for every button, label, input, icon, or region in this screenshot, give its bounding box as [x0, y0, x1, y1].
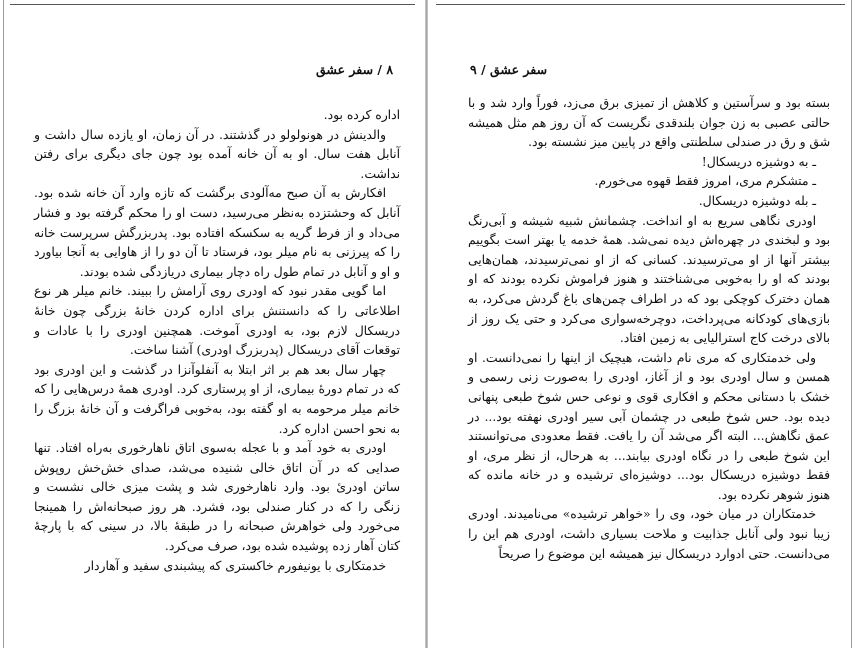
- dialogue-line: ـ بله دوشیزه دریسکال.: [698, 193, 816, 208]
- top-rule: [10, 4, 415, 5]
- paragraph: بسته بود و سرآستین و کلاهش از تمیزی برق می‌زد، فوراً وارد شد و با حالتی عصبی به زن جوان بلندقدی نگریست که آن روز هم مثل همیشه شق و رق در صندلی سلطنتی واقع در پایین میز نشسته بود.: [468, 96, 830, 150]
- paragraph: والدینش در هونولولو در گذشتند. در آن زمان، او یازده سال داشت و آنابل هفت سال. او به آن خانه آمده بود چون جای دیگری برای رفتن نداشت.: [34, 127, 400, 181]
- page-edge-line: [851, 0, 852, 648]
- paragraph: اودری به خود آمد و با عجله به‌سوی اتاق ناهارخوری به‌راه افتاد. تنها صدایی که در آن اتاق خالی شنیده می‌شد، صدای خش‌خش روپوش ساتن اودریٔ بود. وارد ناهارخوری شد و پشت میزی خالی نشست و زنگی را که در کنار صندلی بود، فشرد. هر روز صبحانه‌اش را همینجا می‌خورد ولی خواهرش صبحانه را در طبقهٔ بالا، در سینی که با پارچهٔ کتان آهار زده پوشیده شده بود، صرف می‌کرد.: [34, 441, 400, 554]
- paragraph: خدمتکاران در میان خود، وی را «خواهر ترشیده» می‌نامیدند. اودری زیبا نبود ولی آنابل جذابیت و ملاحت بسیاری داشت، اودری هم این را می‌دانست. حتی ادوارد دریسکال نیز همیشه این موضوع را صریحاً: [468, 507, 830, 561]
- page-body: [468, 94, 830, 564]
- page-header: سفر عشق / ۹: [470, 62, 548, 77]
- dialogue-line: ـ متشکرم مری، امروز فقط قهوه می‌خورم.: [594, 174, 816, 189]
- page-body: [34, 106, 400, 576]
- paragraph: خدمتکاری با یونیفورم خاکستری که پیشبندی سفید و آهاردار: [84, 558, 386, 573]
- paragraph: چهار سال بعد هم بر اثر ابتلا به آنفلوآنزا در گذشت و این اودری بود که در تمام دورهٔ بیماری، از او پرستاری کرد. اودری همهٔ درس‌هایی را که خانم میلر مرحومه به او گفته بود، به‌خوبی فراگرفت و آن خانهٔ بزرگ را به نحو احسن اداره کرد.: [34, 362, 400, 436]
- paragraph: ولی خدمتکاری که مری نام داشت، هیچیک از اینها را نمی‌دانست. او همسن و سال اودری بود و از آغاز، اودری را به‌صورت زنی رسمی و خشک با دستانی محکم و افکاری قوی و نوعی حس شوخ طبعی پنهانی دیده بود. حس شوخ طبعی در چشمان آبی سیر اودری نهفته بود... در عمق نگاهش... البته اگر می‌شد آن را یافت. فقط معدودی می‌توانستند این شوخ طبعی را در نگاه اودری بیابند... به هرحال، از نظر مری، او فقط دوشیزه دریسکال بود... دوشیزه‌ای ترشیده و در خانه مانده که هنوز شوهر نکرده بود.: [468, 350, 830, 502]
- paragraph: اودری نگاهی سریع به او انداخت. چشمانش شبیه شیشه و آبی‌رنگ بود و لبخندی در چهره‌اش دیده نمی‌شد. همهٔ خدمه یا بهتر است بگوییم بیشتر آنها از او می‌ترسیدند. کسانی که از او نمی‌ترسیدند، همان‌هایی بودند که او را به‌خوبی می‌شناختند و هنوز فراموش نکرده بودند که او همان دخترک کوچکی بود که در اطراف چمن‌های باغ گردش می‌کرد، به بازی‌های کودکانه می‌پرداخت، دوچرخه‌سواری می‌کرد و حتی یک روز از بالای درخت کاج استرالیایی به زمین افتاد.: [468, 213, 830, 346]
- page-edge-line: [3, 0, 4, 648]
- paragraph: اداره کرده بود.: [323, 108, 400, 122]
- top-rule: [436, 4, 845, 5]
- dialogue-line: ـ به دوشیزه دریسکال!: [701, 154, 816, 169]
- page-header: ۸ / سفر عشق: [316, 62, 394, 77]
- right-page: [428, 0, 855, 648]
- left-page: [0, 0, 425, 648]
- paragraph: افکارش به آن صبح مه‌آلودی برگشت که تازه وارد آن خانه شده بود. آنابل که وحشتزده به‌نظر می‌رسید، دست او را محکم گرفته بود و فشار می‌داد و از فرط گریه به سکسکه افتاده بود. پدربزرگش سرپرست خانه را که پیرزنی به نام میلر بود، فرستاد تا آن دو را از هاوایی به آنجا بیاورد و او و آنابل در تمام طول راه دچار بیماری دریازدگی شده بودند.: [34, 186, 400, 279]
- paragraph: اما گویی مقدر نبود که اودری روی آرامش را ببیند. خانم میلر هر نوع اطلاعاتی را که دانستنش برای اداره کردن خانهٔ بزرگی چون خانهٔ دریسکال لازم بود، به اودری آموخت. همچنین اودری را با عادات و توقعات آقای دریسکال (پدربزرگ اودری) آشنا ساخت.: [34, 284, 400, 358]
